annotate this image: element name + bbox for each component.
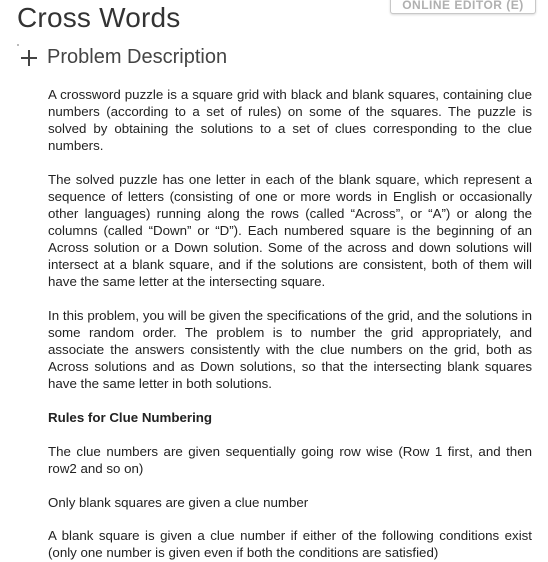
problem-description-body [48,86,532,562]
plus-icon[interactable] [20,49,38,67]
description-paragraph: A crossword puzzle is a square grid with black and blank squares, containing clue numbers (according to a set of rules) on some of the squares. The puzzle is solved by obtaining the solutions to a set of clues corresponding to the clue numbers. [48,87,532,153]
description-paragraph: In this problem, you will be given the specifications of the grid, and the solutions in some random order. The problem is to number the grid appropriately, and associate the answers consistently with the clue numbers on the grid, both as Across solutions and as Down solutions, so that the intersecting blank squares have the same letter in both solutions. [48,308,532,391]
rules-heading: Rules for Clue Numbering [48,410,213,425]
problem-description-toggle[interactable] [20,46,227,69]
page-title: Cross Words [17,2,181,33]
rule-paragraph: Only blank squares are given a clue number [48,495,309,510]
divider [17,44,19,46]
section-title: Problem Description [47,46,228,68]
rule-paragraph: The clue numbers are given sequentially going row wise (Row 1 first, and then row2 and so on) [48,444,532,476]
rule-paragraph: A blank square is given a clue number if either of the following conditions exist (only one number is given even if both the conditions are satisfied) [48,528,532,560]
description-paragraph: The solved puzzle has one letter in each of the blank square, which represent a sequence of letters (consisting of one or more words in English or occasionally other languages) running along the rows (called “Across”, or “A”) or along the columns (called “Down” or “D”). Each numbered square is the beginning of an Across solution or a Down solution. Some of the across and down solutions will intersect at a blank square, and if the solutions are consistent, both of them will have the same letter at the intersecting square. [48,172,532,289]
online-editor-button[interactable]: ONLINE EDITOR (E) [390,0,536,14]
